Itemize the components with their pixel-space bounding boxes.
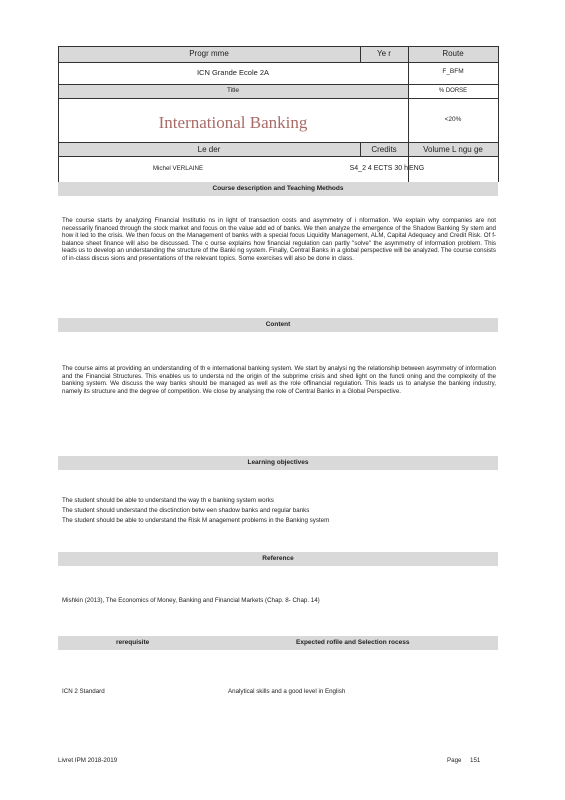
footer-booklet-label: Livret IPM 2018-2019 xyxy=(58,757,118,764)
prerequisite-profile-heading-bar xyxy=(58,636,498,650)
route-header: Route xyxy=(442,49,464,58)
credits-header: Credits xyxy=(371,145,397,154)
reference-heading: Reference xyxy=(58,552,498,566)
title-header: Title xyxy=(226,87,240,94)
credits-value: S4_2 4 ECTS 30 h xyxy=(349,165,408,172)
language-value: ENG xyxy=(409,165,425,172)
program-header: Progr mme xyxy=(189,49,229,58)
pct-value: <20% xyxy=(444,116,462,123)
learning-objectives-heading: Learning objectives xyxy=(58,456,498,470)
leader-header: Le der xyxy=(197,145,221,154)
learning-objective-1: The student should be able to understand the way th e banking system works xyxy=(62,497,274,504)
course-title: International Banking xyxy=(158,113,308,132)
prerequisite-text: ICN 2 Standard xyxy=(62,688,105,695)
expected-profile-heading: Expected rofile and Selection rocess xyxy=(296,639,410,646)
learning-objective-3: The student should be able to understand the Risk M anagement problems in the Banking system xyxy=(62,517,330,524)
reference-text: Mishkin (2013), The Economics of Money, Banking and Financial Markets (Chap. 8- Chap. 14) xyxy=(62,597,320,604)
course-description-heading: Course description and Teaching Methods xyxy=(58,182,498,196)
content-heading: Content xyxy=(58,318,498,332)
footer-page-label: Page xyxy=(447,757,462,764)
prerequisite-heading: rerequisite xyxy=(116,639,150,646)
volume-language-header: Volume L ngu ge xyxy=(423,145,483,154)
footer-page-number: 151 xyxy=(470,757,481,764)
content-text: The course aims at providing an understanding of th e international banking system. We start by analysi ng the relationship between asymmetry of information and the Financial Structures. This enables us to understa nd the origin of the subprime crisis and shed light on the functi oning and the complexity of the banking system. We discuss the way banks should be managed as well as the role offinancial regulation. This leads us to analyse the banking industry, namely its structure and the degree of competition. We close by analysing the role of Central Banks in a Global Perspective. xyxy=(62,365,496,395)
leader-value: Michel VERLAINE xyxy=(152,165,204,172)
course-info-table xyxy=(58,46,498,182)
year-header: Ye r xyxy=(377,49,391,58)
learning-objective-2: The student should understand the disctinction betw een shadow banks and regular banks xyxy=(62,507,310,514)
expected-profile-text: Analytical skills and a good level in English xyxy=(228,688,346,695)
route-value: F_BFM xyxy=(442,68,464,75)
course-description-text: The course starts by analyzing Financial Institutio ns in light of transaction costs and asymmetry of i nformation. We explain why companies are not necessarily financed through the stock market and focus on the value add ed of banks. We then analyze the emergence of the Shadow Banking Sy stem and how it led to the crisis. We then focus on the Management of banks with a special focus Liquidity Management, ALM, Capital Adequacy and Credit Risk. Of f-balance sheet finance will also be discussed. The c ourse explains how financial regulation can partly "solve" the asymmetry of information problem. This leads us to develop an understanding the structure of the Banki ng system. Finally, Central Banks in a global perspective will be analyzed. The course consists of in-class discus sions and presentations of the relevant topics. Some exercises will also be done in class. xyxy=(62,217,496,262)
program-value: ICN Grande Ecole 2A xyxy=(196,68,270,77)
pct-dorse: % DORSE xyxy=(438,88,468,94)
